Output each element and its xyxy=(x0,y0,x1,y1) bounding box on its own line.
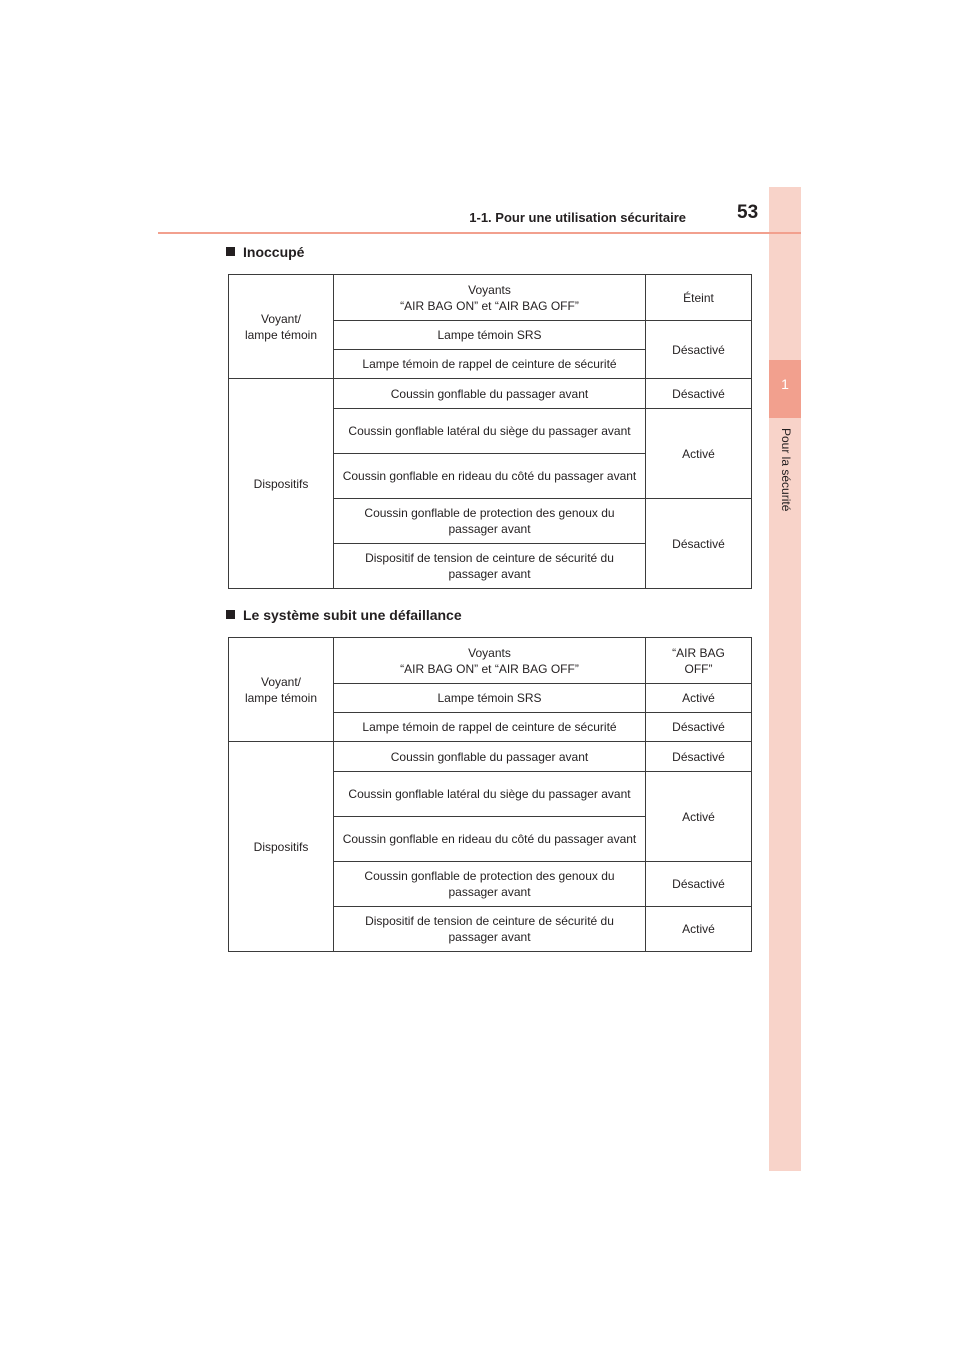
section-heading-defaillance xyxy=(226,607,462,623)
table-cell-rappel-value: Désactivé xyxy=(646,713,752,742)
chapter-number: 1 xyxy=(781,376,789,392)
table-cell-dispositifs-label: Dispositifs xyxy=(229,742,334,952)
table-cell-coussin-avant-label: Coussin gonflable du passager avant xyxy=(334,742,646,772)
table-row xyxy=(229,638,752,684)
table-cell-genoux-label: Coussin gonflable de protection des genoux du passager avant xyxy=(334,499,646,544)
table-cell-lateral-rideau-value: Activé xyxy=(646,772,752,862)
table-cell-srs-rappel-value: Désactivé xyxy=(646,321,752,379)
table-cell-srs-value: Activé xyxy=(646,684,752,713)
square-bullet-icon xyxy=(226,247,235,256)
table-cell-voyants-value: Éteint xyxy=(646,275,752,321)
table-cell-tension-value: Activé xyxy=(646,907,752,952)
table-cell-tension-label: Dispositif de tension de ceinture de sécurité du passager avant xyxy=(334,907,646,952)
header-section-title: 1-1. Pour une utilisation sécuritaire xyxy=(469,210,686,225)
table-defaillance xyxy=(228,637,752,952)
table-cell-voyant-label: Voyant/ lampe témoin xyxy=(229,275,334,379)
table-cell-srs-label: Lampe témoin SRS xyxy=(334,684,646,713)
table-inoccupe xyxy=(228,274,752,589)
table-cell-coussin-avant-label: Coussin gonflable du passager avant xyxy=(334,379,646,409)
table-cell-tension-label: Dispositif de tension de ceinture de sécurité du passager avant xyxy=(334,544,646,589)
table-cell-voyants-label: Voyants “AIR BAG ON” et “AIR BAG OFF” xyxy=(334,275,646,321)
table-cell-genoux-tension-value: Désactivé xyxy=(646,499,752,589)
table-cell-dispositifs-label: Dispositifs xyxy=(229,379,334,589)
square-bullet-icon xyxy=(226,610,235,619)
table-cell-voyant-label: Voyant/ lampe témoin xyxy=(229,638,334,742)
table-cell-lateral-label: Coussin gonflable latéral du siège du passager avant xyxy=(334,772,646,817)
section-heading-inoccupe xyxy=(226,244,304,260)
chapter-side-tab xyxy=(769,187,801,1171)
table-row xyxy=(229,379,752,409)
table-cell-coussin-avant-value: Désactivé xyxy=(646,379,752,409)
page-number: 53 xyxy=(737,202,759,223)
table-row xyxy=(229,275,752,321)
section-heading-text: Le système subit une défaillance xyxy=(243,607,462,623)
table-cell-rappel-label: Lampe témoin de rappel de ceinture de sécurité xyxy=(334,713,646,742)
table-cell-voyants-label: Voyants “AIR BAG ON” et “AIR BAG OFF” xyxy=(334,638,646,684)
table-cell-rideau-label: Coussin gonflable en rideau du côté du passager avant xyxy=(334,454,646,499)
table-row xyxy=(229,742,752,772)
chapter-title: Pour la sécurité xyxy=(779,428,793,512)
table-cell-genoux-label: Coussin gonflable de protection des genoux du passager avant xyxy=(334,862,646,907)
table-cell-genoux-value: Désactivé xyxy=(646,862,752,907)
table-cell-voyants-value: “AIR BAG OFF” xyxy=(646,638,752,684)
table-cell-rappel-label: Lampe témoin de rappel de ceinture de sécurité xyxy=(334,350,646,379)
header-divider xyxy=(158,232,801,234)
section-heading-text: Inoccupé xyxy=(243,244,305,260)
table-cell-lateral-label: Coussin gonflable latéral du siège du passager avant xyxy=(334,409,646,454)
table-cell-srs-label: Lampe témoin SRS xyxy=(334,321,646,350)
table-cell-coussin-avant-value: Désactivé xyxy=(646,742,752,772)
table-cell-rideau-label: Coussin gonflable en rideau du côté du passager avant xyxy=(334,817,646,862)
table-cell-lateral-rideau-value: Activé xyxy=(646,409,752,499)
